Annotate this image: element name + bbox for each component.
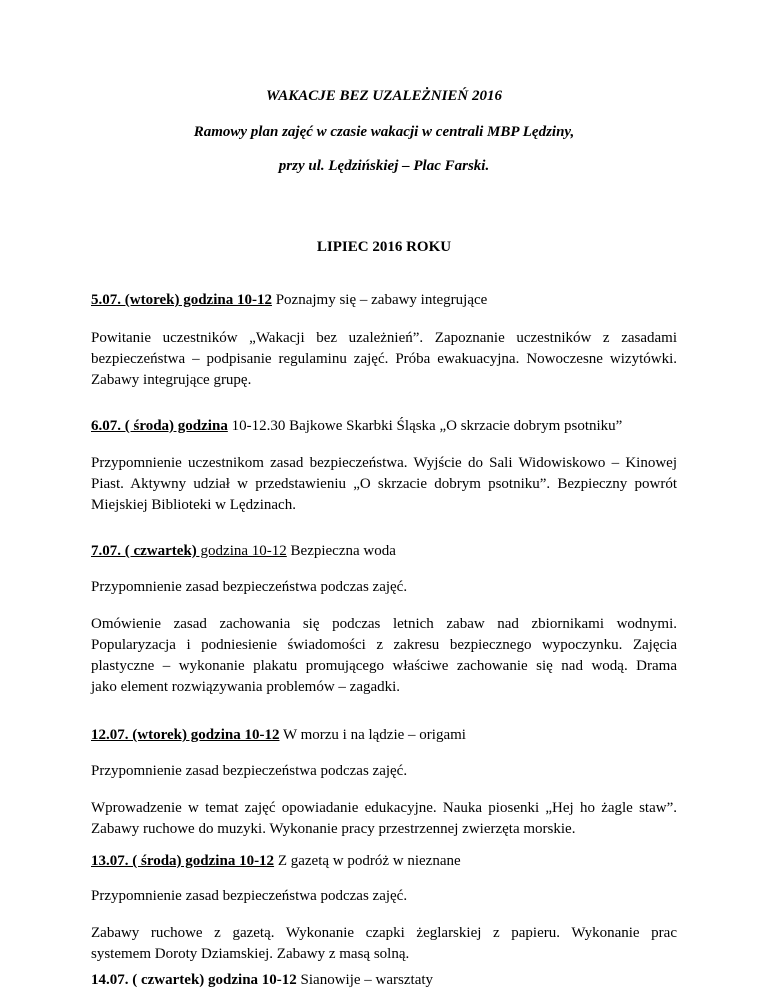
entry-heading-0707 [91, 543, 396, 560]
paragraph-line: Zabawy ruchowe z gazetą. Wykonanie czapki żeglarskiej z papieru. Wykonanie prac [91, 925, 677, 941]
paragraph-line: bezpieczeństwa – podpisanie regulaminu zajęć. Próba ewakuacyjna. Nowoczesne wizytówki. [91, 351, 677, 367]
document-subtitle-line-1: Ramowy plan zajęć w czasie wakacji w centrali MBP Lędziny, [193, 124, 575, 140]
entry-date-time: 13.07. ( środa) godzina 10-12 [91, 853, 275, 869]
safety-reminder: Przypomnienie zasad bezpieczeństwa podczas zajęć. [91, 888, 408, 904]
entry-topic: 10-12.30 Bajkowe Skarbki Śląska „O skrzacie dobrym psotniku” [227, 418, 623, 434]
entry-topic: Poznajmy się – zabawy integrujące [271, 292, 488, 308]
paragraph-line: Zabawy ruchowe do muzyki. Wykonanie pracy przestrzennej zwierzęta morskie. [91, 821, 576, 837]
entry-topic: Bezpieczna woda [286, 543, 396, 559]
paragraph-line: Popularyzacja i podniesienie świadomości z zakresu bezpiecznego wypoczynku. Zajęcia [91, 637, 677, 653]
entry-heading-1207 [91, 727, 466, 744]
entry-description-1307 [91, 923, 677, 965]
paragraph-line: Powitanie uczestników „Wakacji bez uzależnień”. Zapoznanie uczestników z zasadami [91, 330, 677, 346]
entry-description-0607 [91, 453, 677, 516]
entry-date: 7.07. ( czwartek) [91, 543, 197, 559]
document-subtitle-line-2: przy ul. Lędzińskiej – Plac Farski. [278, 158, 490, 174]
entry-date-time: 12.07. (wtorek) godzina 10-12 [91, 727, 280, 743]
paragraph-line: Piast. Aktywny udział w przedstawieniu „O skrzacie dobrym psotniku”. Bezpieczny powrót [91, 476, 677, 492]
paragraph-line: Miejskiej Biblioteki w Lędzinach. [91, 497, 296, 513]
entry-time: godzina 10-12 [196, 543, 287, 559]
paragraph-line: jako element rozwiązywania problemów – zagadki. [91, 679, 401, 695]
entry-topic: W morzu i na lądzie – origami [279, 727, 466, 743]
paragraph-line: plastyczne – wykonanie plakatu promującego właściwe zachowanie się nad wodą. Drama [91, 658, 677, 674]
entry-topic: Z gazetą w podróż w nieznane [274, 853, 461, 869]
entry-date-time: 14.07. ( czwartek) godzina 10-12 [91, 972, 297, 988]
safety-reminder: Przypomnienie zasad bezpieczeństwa podczas zajęć. [91, 579, 408, 595]
entry-description-1207 [91, 798, 677, 840]
paragraph-line: Przypomnienie uczestnikom zasad bezpieczeństwa. Wyjście do Sali Widowiskowo – Kinowej [91, 455, 677, 471]
safety-reminder: Przypomnienie zasad bezpieczeństwa podczas zajęć. [91, 763, 408, 779]
entry-description-0507 [91, 328, 677, 391]
entry-heading-0507 [91, 292, 487, 309]
entry-heading-1407 [91, 972, 433, 989]
paragraph-line: Zabawy integrujące grupę. [91, 372, 252, 388]
entry-description-0707 [91, 614, 677, 698]
document-title: WAKACJE BEZ UZALEŻNIEŃ 2016 [265, 88, 502, 104]
month-heading: LIPIEC 2016 ROKU [316, 239, 452, 255]
entry-topic: Sianowije – warsztaty [296, 972, 434, 988]
entry-heading-0607 [91, 418, 622, 435]
paragraph-line: systemem Doroty Dziamskiej. Zabawy z masą solną. [91, 946, 410, 962]
paragraph-line: Wprowadzenie w temat zajęć opowiadanie edukacyjne. Nauka piosenki „Hej ho żagle staw”. [91, 800, 677, 816]
entry-date-time: 6.07. ( środa) godzina [91, 418, 228, 434]
entry-date-time: 5.07. (wtorek) godzina 10-12 [91, 292, 272, 308]
entry-heading-1307 [91, 853, 461, 870]
paragraph-line: Omówienie zasad zachowania się podczas letnich zabaw nad zbiornikami wodnymi. [91, 616, 677, 632]
